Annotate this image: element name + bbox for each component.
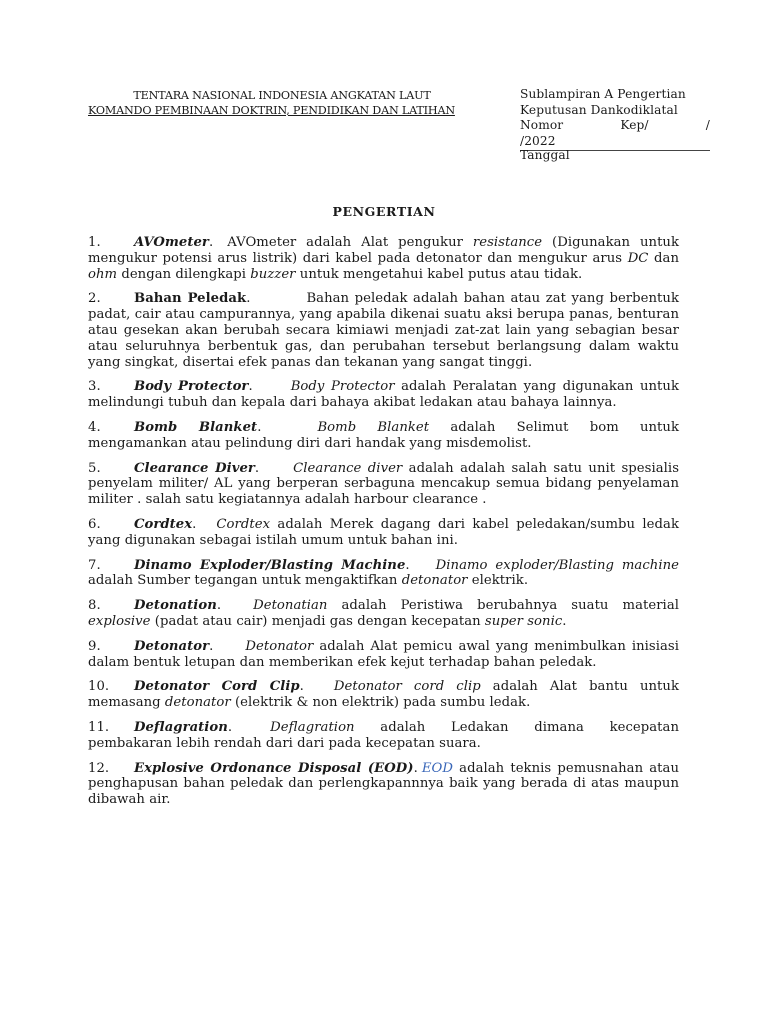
item-term: Bomb Blanket xyxy=(134,419,258,435)
item-italic: Deflagration xyxy=(270,719,355,735)
item-term: Detonator Cord Clip xyxy=(134,679,300,695)
item-text: adalah Sumber tegangan untuk mengaktifkan xyxy=(88,573,402,589)
item-text: (Digunakan untuk mengukur potensi arus listrik) dari kabel pada detonator dan mengukur arus xyxy=(88,235,680,266)
item-text: untuk mengetahui kabel putus atau tidak. xyxy=(295,266,583,282)
institution-line-1: TENTARA NASIONAL INDONESIA ANGKATAN LAUT xyxy=(133,89,431,102)
item-number: 3. xyxy=(88,379,101,395)
appendix-nomor-line xyxy=(520,118,710,134)
nomor-kep: Kep/ xyxy=(620,118,649,132)
nomor-label: Nomor xyxy=(520,118,564,132)
definition-item: 3. Body Protector. Body Protector adalah Peralatan yang digunakan untuk melindungi tubuh dan kepala dari bahaya akibat ledakan atau bahaya lainnya. xyxy=(88,379,679,411)
item-italic: Detonatian xyxy=(253,598,328,614)
definition-item: 11. Deflagration. Deflagration adalah Ledakan dimana kecepatan pembakaran lebih rendah dari dari pada kecepatan suara. xyxy=(88,719,679,751)
definition-item: 8. Detonation. Detonatian adalah Peristiwa berubahnya suatu material explosive (padat atau cair) menjadi gas dengan kecepatan super sonic. xyxy=(88,598,679,629)
item-text: adalah adalah salah satu unit spesialis penyelam militer/ AL yang berperan serbaguna mencakup semua bidang penyelaman militer . salah satu kegiatannya adalah harbour clearance . xyxy=(88,460,680,508)
definition-item: 7. Dinamo Exploder/Blasting Machine. Dinamo exploder/Blasting machine adalah Sumber tegangan untuk mengaktifkan detonator elektrik. xyxy=(88,557,679,589)
item-term: Detonation xyxy=(134,598,217,614)
institution-line-2: KOMANDO PEMBINAAN DOKTRIN, PENDIDIKAN DAN LATIHAN xyxy=(88,104,455,117)
item-text: (padat atau cair) menjadi gas dengan kecepatan xyxy=(150,613,485,629)
definition-item: 4. Bomb Blanket. Bomb Blanket adalah Selimut bom untuk mengamankan atau pelindung diri dari handak yang misdemolist. xyxy=(88,419,679,451)
item-text: Bahan peledak adalah bahan atau zat yang berbentuk padat, cair atau campurannya, yang apabila dikenai suatu aksi berupa panas, benturan atau gesekan akan berubah secara kimiawi menjadi zat-zat lain yang sebagian besar atau seluruhnya berbentuk gas, dan perubahan tersebut berlangsung dalam waktu yang singkat, disertai efek panas dan tekanan yang sangat tinggi. xyxy=(88,291,679,370)
item-term: Clearance Diver xyxy=(134,460,255,476)
item-italic: Clearance diver xyxy=(293,460,403,476)
item-term: Body Protector xyxy=(134,379,249,395)
appendix-reference xyxy=(520,87,710,164)
nomor-slash: / xyxy=(705,118,710,132)
definition-item: 1. AVOmeter. AVOmeter adalah Alat pengukur resistance (Digunakan untuk mengukur potensi arus listrik) dari kabel pada detonator dan mengukur arus DC dan ohm dengan dilengkapi buzzer untuk mengetahui kabel putus atau tidak. xyxy=(88,235,680,282)
appendix-line-2: Keputusan Dankodiklatal xyxy=(520,102,678,117)
item-italic: buzzer xyxy=(250,266,296,282)
document-title: PENGERTIAN xyxy=(332,204,436,219)
item-text: AVOmeter adalah Alat pengukur xyxy=(227,235,473,250)
item-number: 9. xyxy=(88,638,101,654)
item-text: adalah Selimut bom untuk mengamankan atau pelindung diri dari handak yang misdemolist. xyxy=(88,419,679,451)
appendix-line-1: Sublampiran A Pengertian xyxy=(520,87,686,101)
item-number: 7. xyxy=(88,557,101,573)
item-italic: detonator xyxy=(401,573,468,589)
item-text: dan xyxy=(648,250,679,266)
item-text: elektrik. xyxy=(467,573,529,589)
item-text: adalah Peristiwa berubahnya suatu material xyxy=(327,598,679,614)
item-text: adalah teknis pemusnahan atau penghapusan bahan peledak dan perlengkapannnya baik yang berada di atas maupun dibawah air. xyxy=(88,760,679,808)
item-italic: Detonator cord clip xyxy=(333,679,481,695)
item-italic: ohm xyxy=(88,266,118,282)
item-text: (elektrik & non elektrik) pada sumbu ledak. xyxy=(230,695,531,711)
item-text: adalah Peralatan yang digunakan untuk melindungi tubuh dan kepala dari bahaya akibat ledakan atau bahaya lainnya. xyxy=(88,379,679,411)
definition-item: 10. Detonator Cord Clip. Detonator cord clip adalah Alat bantu untuk memasang detonator (elektrik & non elektrik) pada sumbu ledak. xyxy=(88,679,679,711)
item-text: adalah Alat bantu untuk memasang xyxy=(88,679,679,711)
item-number: 4. xyxy=(88,419,101,435)
item-italic: Body Protector xyxy=(290,379,395,395)
item-text: dengan dilengkapi xyxy=(117,266,251,282)
item-term: Bahan Peledak xyxy=(134,291,247,307)
item-italic: Dinamo exploder/Blasting machine xyxy=(435,557,679,573)
item-italic: explosive xyxy=(88,613,151,629)
item-italic: resistance xyxy=(472,235,543,250)
item-number: 10. xyxy=(88,679,110,695)
appendix-date-label: Tanggal xyxy=(520,148,570,162)
item-term: Cordtex xyxy=(134,516,193,532)
item-number: 2. xyxy=(88,291,101,307)
definition-item: 12. Explosive Ordonance Disposal (EOD). EOD adalah teknis pemusnahan atau penghapusan bahan peledak dan perlengkapannnya baik yang berada di atas maupun dibawah air. xyxy=(88,760,679,808)
appendix-year: /2022 xyxy=(520,133,556,148)
item-text: adalah Alat pemicu awal yang menimbulkan inisiasi dalam bentuk letupan dan memberikan efek kejut terhadap bahan peledak. xyxy=(88,638,679,670)
item-text: adalah Ledakan dimana kecepatan pembakaran lebih rendah dari dari pada kecepatan suara. xyxy=(88,719,679,751)
item-italic: super sonic xyxy=(484,613,563,629)
definition-item: 6. Cordtex. Cordtex adalah Merek dagang dari kabel peledakan/sumbu ledak yang digunakan sebagai istilah umum untuk bahan ini. xyxy=(88,516,679,548)
item-term: Detonator xyxy=(134,638,210,654)
item-number: 6. xyxy=(88,516,101,532)
institution-header xyxy=(88,88,476,118)
item-text: adalah Merek dagang dari kabel peledakan/sumbu ledak yang digunakan sebagai istilah umum untuk bahan ini. xyxy=(88,516,679,548)
item-number: 8. xyxy=(88,598,101,614)
item-italic: Detonator xyxy=(245,638,314,654)
item-term: Explosive Ordonance Disposal (EOD) xyxy=(134,760,414,776)
item-italic: detonator xyxy=(164,695,231,711)
definition-item: 9. Detonator. Detonator adalah Alat pemicu awal yang menimbulkan inisiasi dalam bentuk letupan dan memberikan efek kejut terhadap bahan peledak. xyxy=(88,638,679,670)
item-italic: Bomb Blanket xyxy=(317,419,430,435)
item-number: 1. xyxy=(88,235,101,250)
item-number: 11. xyxy=(88,719,110,735)
item-term: Deflagration xyxy=(134,719,228,735)
definition-item: 5. Clearance Diver. Clearance diver adalah adalah salah satu unit spesialis penyelam militer/ AL yang berperan serbaguna mencakup semua bidang penyelaman militer . salah satu kegiatannya adalah harbour clearance . xyxy=(88,460,680,508)
item-term: AVOmeter xyxy=(134,235,209,250)
item-text: . xyxy=(562,613,567,629)
definitions-list xyxy=(88,235,679,817)
item-italic: Cordtex xyxy=(216,516,271,532)
definition-item: 2. Bahan Peledak. Bahan peledak adalah bahan atau zat yang berbentuk padat, cair atau campurannya, yang apabila dikenai suatu aksi berupa panas, benturan atau gesekan akan berubah secara kimiawi menjadi zat-zat lain yang sebagian besar atau seluruhnya berbentuk gas, dan perubahan tersebut berlangsung dalam waktu yang singkat, disertai efek panas dan tekanan yang sangat tinggi. xyxy=(88,291,679,370)
item-number: 5. xyxy=(88,460,101,476)
item-term: Dinamo Exploder/Blasting Machine xyxy=(134,557,406,573)
item-italic: DC xyxy=(627,250,649,266)
item-number: 12. xyxy=(88,760,110,776)
item-italic: EOD xyxy=(421,760,453,776)
